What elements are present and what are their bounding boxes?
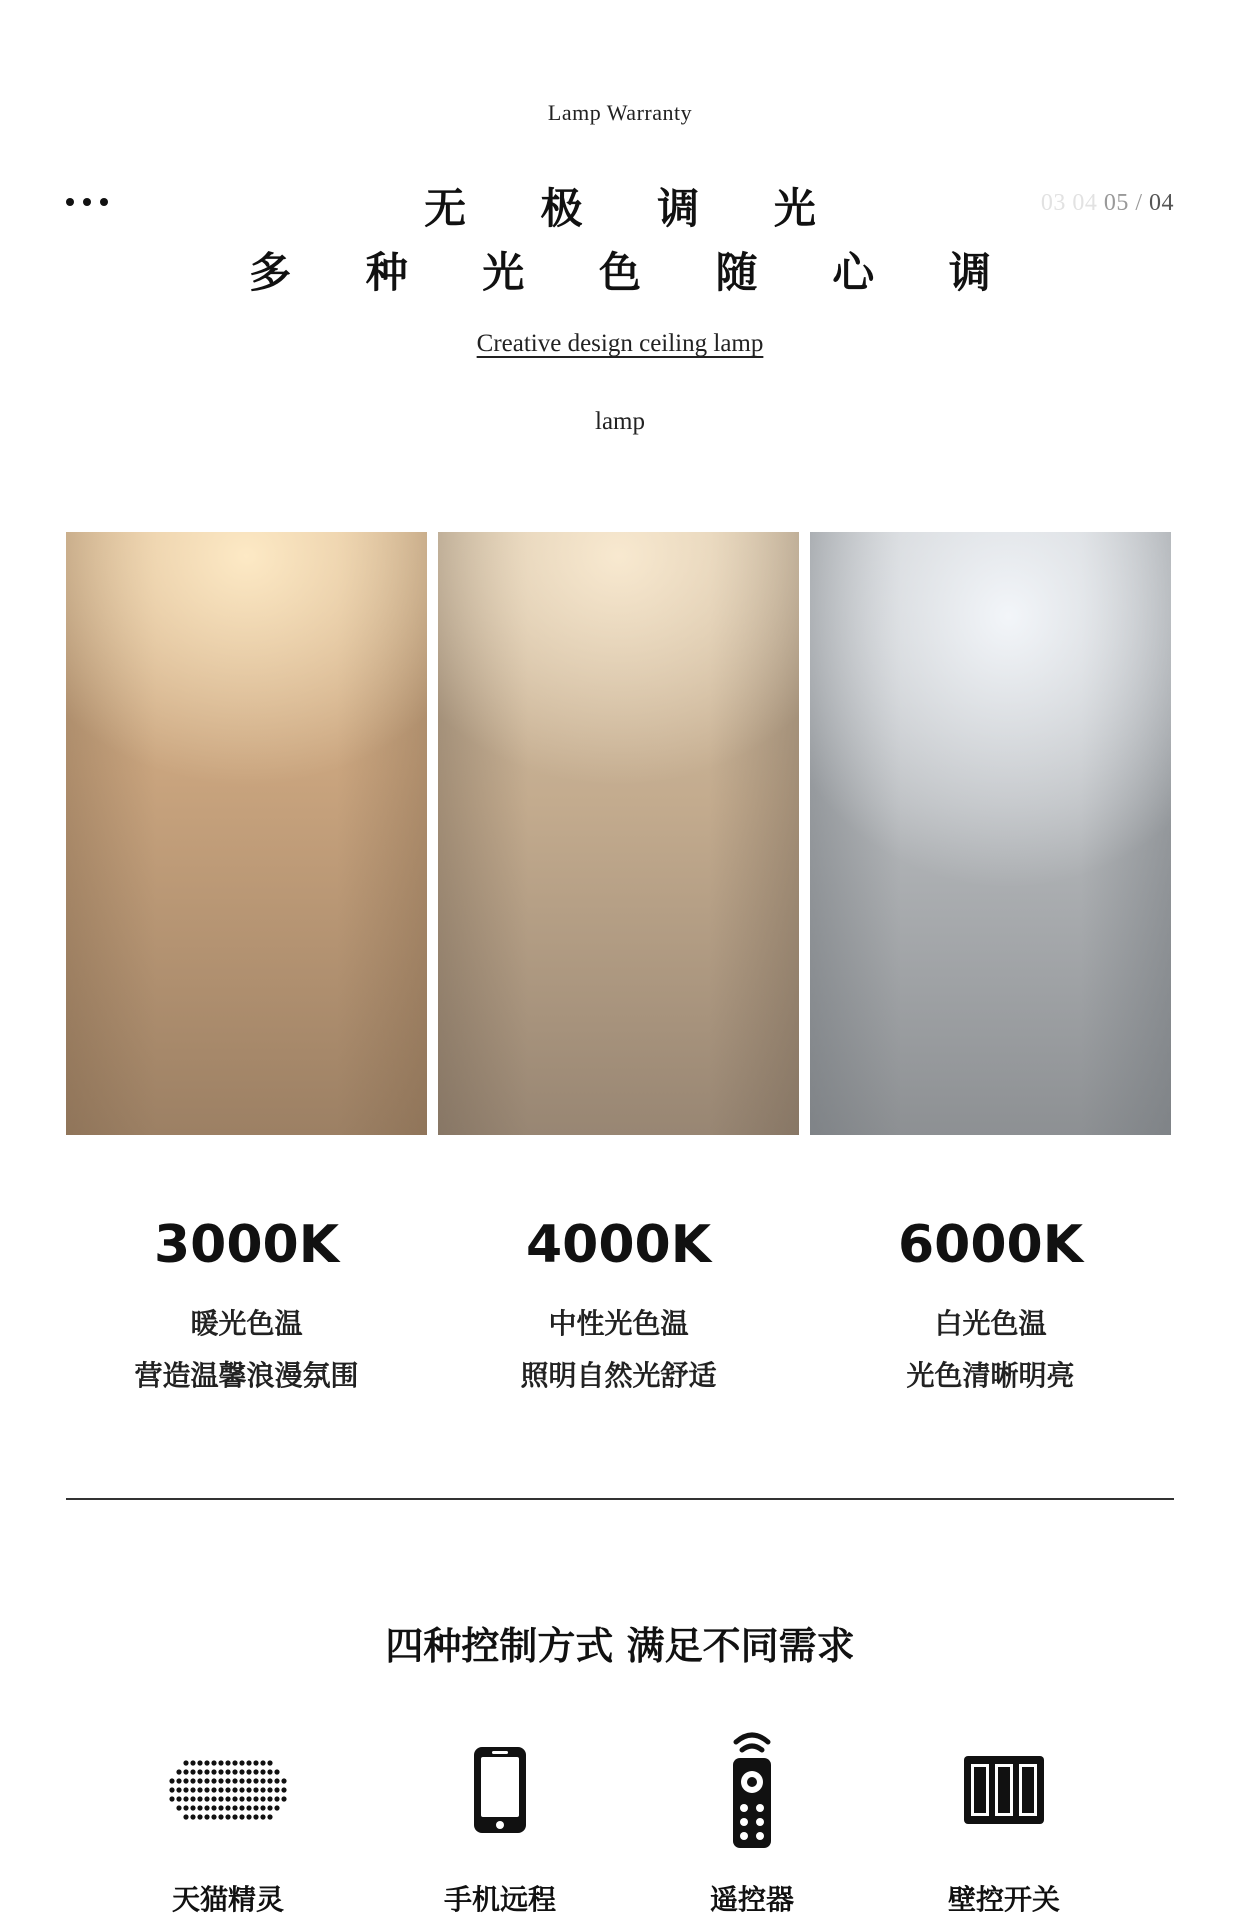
- pager-prev: 03 04: [1040, 190, 1098, 216]
- page-title-line2: 多 种 光 色 随 心 调: [249, 248, 1021, 297]
- temp-value: 6000K: [897, 1215, 1084, 1275]
- section-divider: [66, 1498, 1174, 1500]
- phone-icon: [400, 1730, 600, 1850]
- temp-value: 4000K: [525, 1215, 712, 1275]
- control-label: 遥控器: [709, 1883, 794, 1916]
- subtitle-lamp: lamp: [595, 408, 645, 435]
- temp-desc-line2: 营造温馨浪漫氛围: [134, 1359, 359, 1392]
- control-label: 天猫精灵: [171, 1883, 284, 1916]
- temp-desc-line2: 照明自然光舒适: [520, 1359, 717, 1392]
- pager-total: 05 /: [1103, 190, 1143, 216]
- color-swatch-4000k: [438, 532, 799, 1135]
- temp-desc-line2: 光色清晰明亮: [906, 1359, 1075, 1392]
- temp-value: 3000K: [153, 1215, 340, 1275]
- pager-current: 04: [1149, 190, 1174, 216]
- color-swatch-3000k: [66, 532, 427, 1135]
- color-swatch-6000k: [810, 532, 1171, 1135]
- controls-heading: 四种控制方式 满足不同需求: [385, 1623, 855, 1668]
- temp-desc-line1: 中性光色温: [548, 1307, 689, 1340]
- control-label: 手机远程: [443, 1883, 556, 1916]
- subtitle-en: Creative design ceiling lamp: [476, 330, 764, 357]
- kicker-text: Lamp Warranty: [547, 100, 693, 125]
- wall-switch-icon: [904, 1730, 1104, 1850]
- control-label: 壁控开关: [947, 1883, 1060, 1916]
- page-title-line1: 无 极 调 光: [424, 184, 846, 233]
- temp-desc-line1: 白光色温: [934, 1307, 1047, 1340]
- remote-icon: [652, 1730, 852, 1850]
- smart-speaker-icon: [128, 1730, 328, 1850]
- temp-desc-line1: 暖光色温: [190, 1307, 303, 1340]
